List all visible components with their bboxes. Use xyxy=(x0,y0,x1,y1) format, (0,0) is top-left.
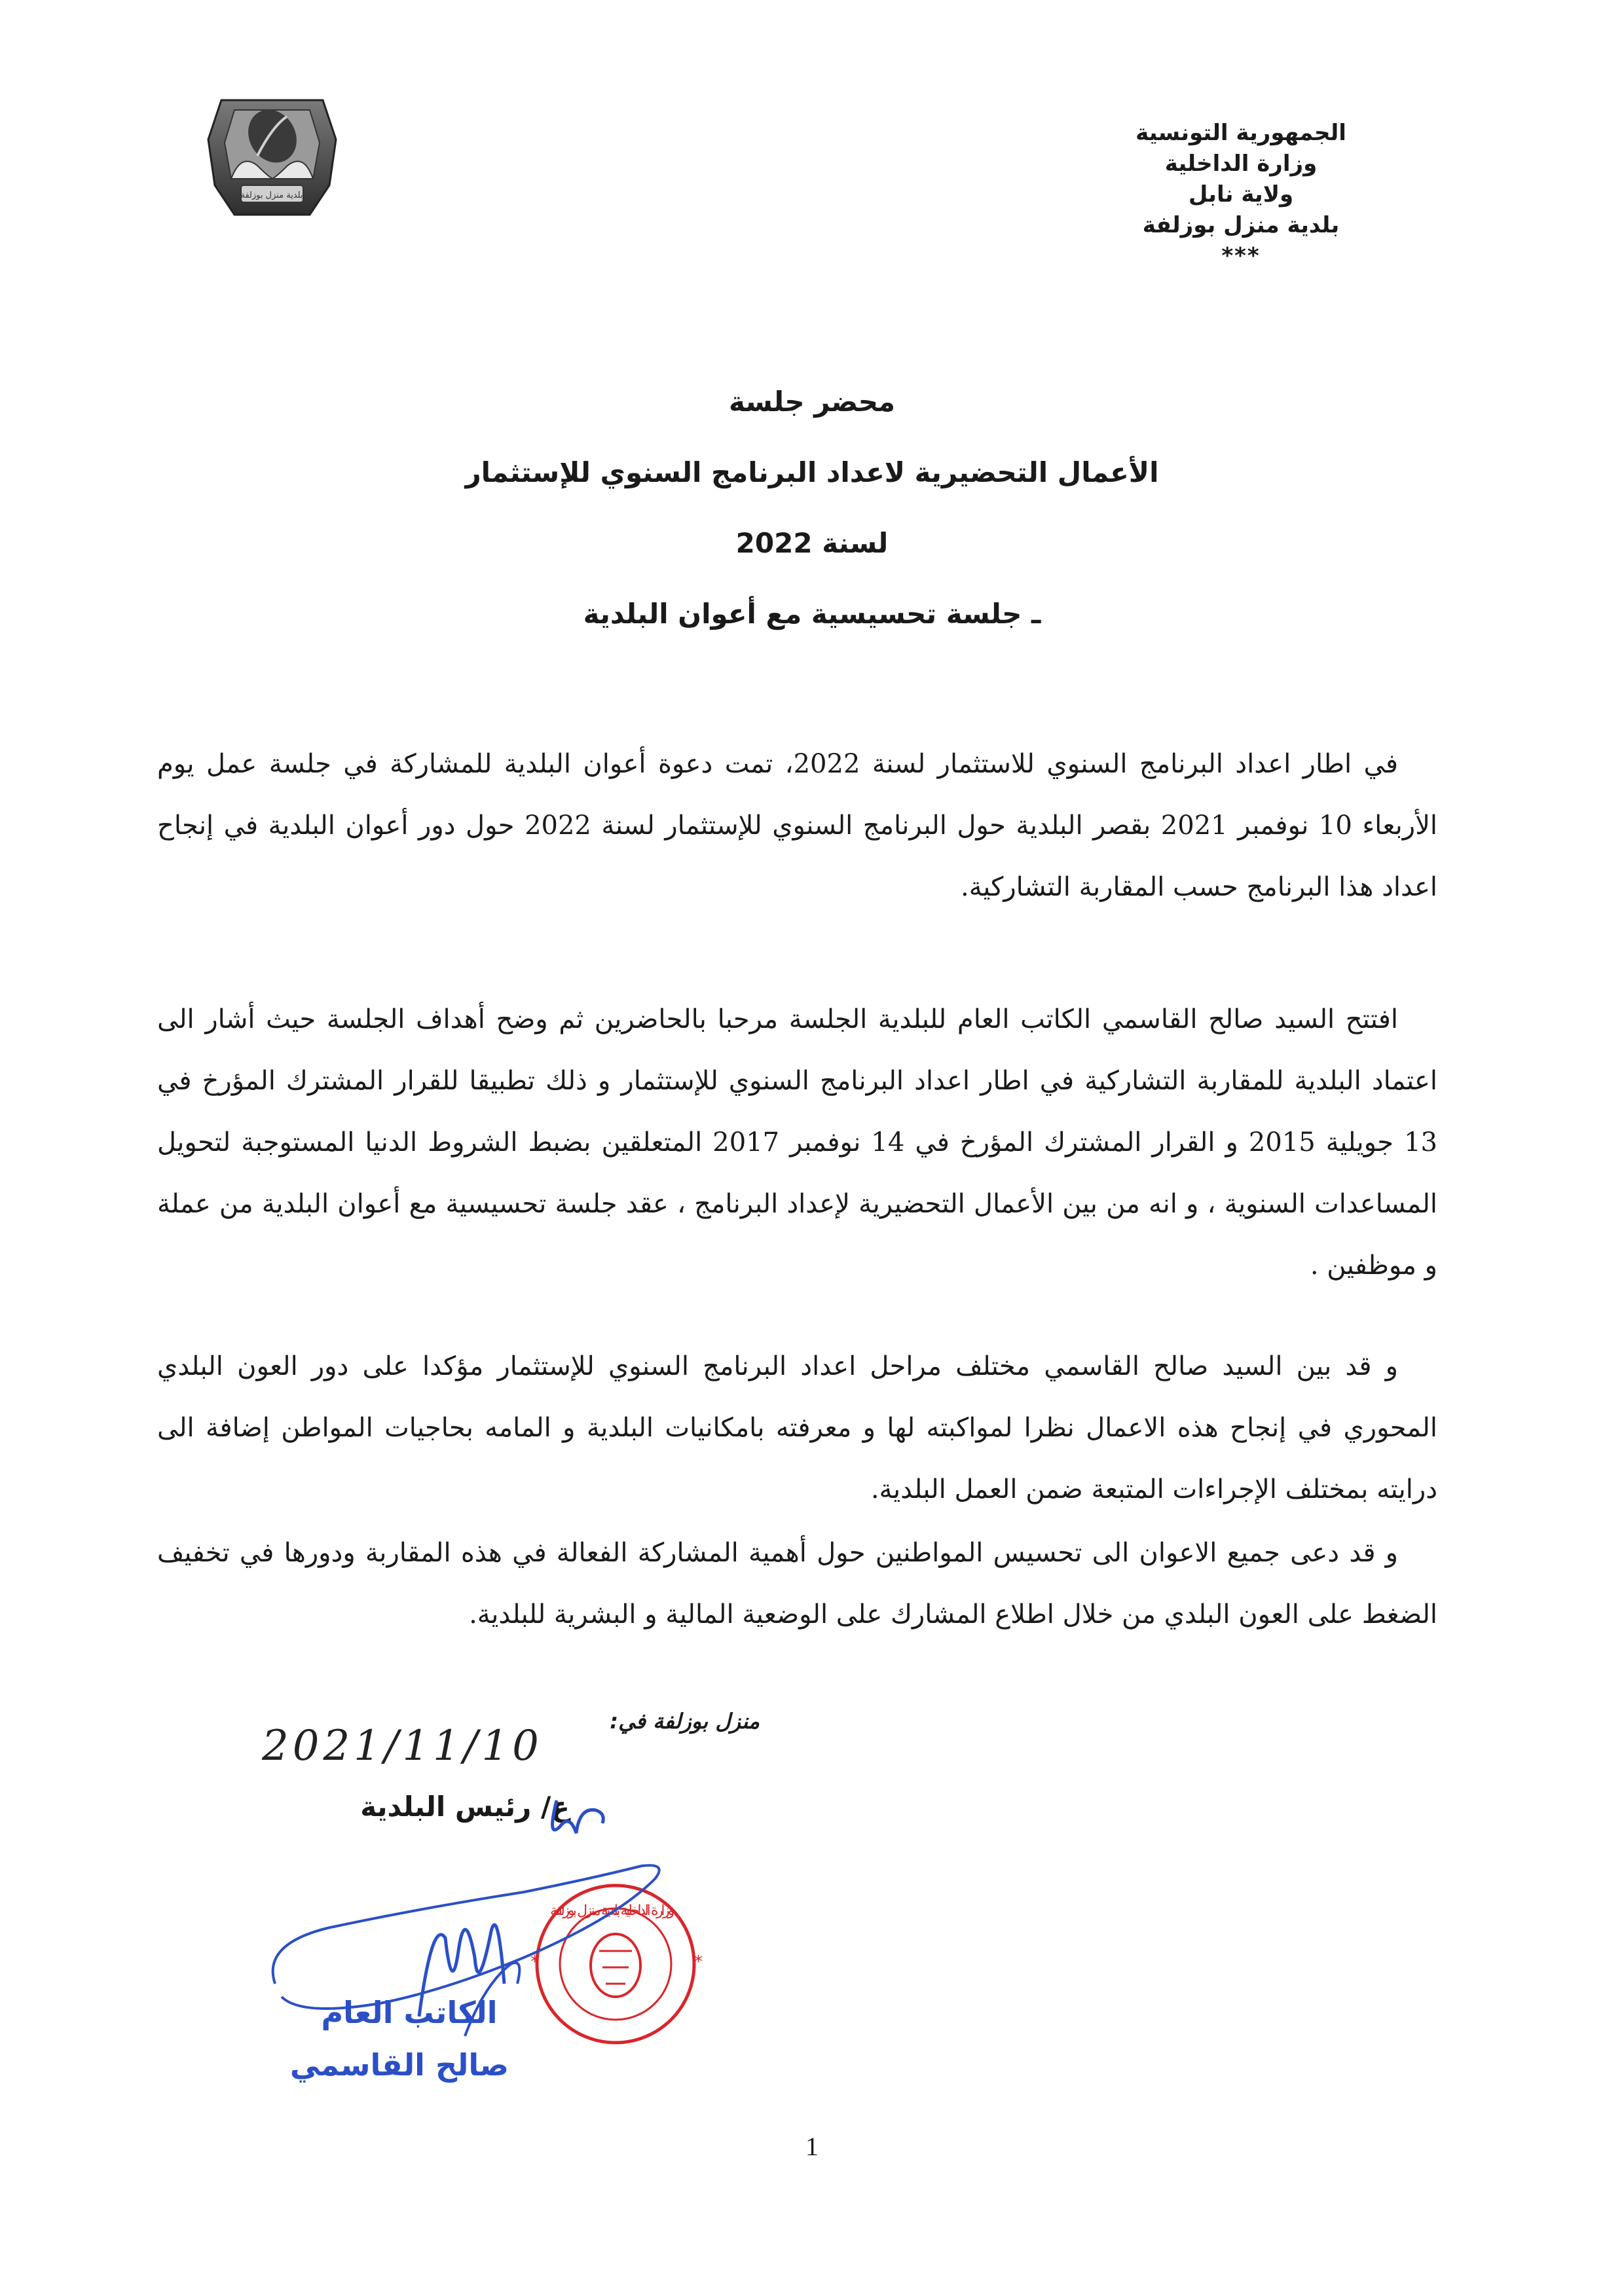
header-country: الجمهورية التونسية xyxy=(1135,120,1346,146)
paragraph-text: في اطار اعداد البرنامج السنوي للاستثمار لسنة 2022، تمت دعوة أعوان البلدية للمشاركة في جلسة عمل يوم الأربعاء 10 نوفمبر 2021 بقصر البلدية حول البرنامج السنوي للإستثمار لسنة 2022 حول دور أعوان البلدية في إنجاح اعداد هذا البرنامج حسب المقاربة التشاركية. xyxy=(157,749,1438,902)
mayor-title: ع/ رئيس البلدية xyxy=(360,1791,570,1823)
stamp-name: صالح القاسمي xyxy=(289,2047,509,2083)
initials-mark xyxy=(553,1800,604,1833)
title-line-year: لسنة 2022 xyxy=(735,527,889,559)
signature-area xyxy=(249,1787,773,2154)
header-ministry: وزارة الداخلية xyxy=(1164,151,1318,177)
handwritten-date: 2021/11/10 xyxy=(262,1722,543,1770)
header-governorate: ولاية نابل xyxy=(1188,181,1294,208)
title-line-session: ـ جلسة تحسيسية مع أعوان البلدية xyxy=(583,598,1041,630)
header-municipality: بلدية منزل بوزلفة xyxy=(1142,212,1340,238)
svg-text:*: * xyxy=(694,1952,703,1972)
document-header xyxy=(1090,118,1392,272)
municipality-logo-icon xyxy=(195,81,349,231)
paragraph-text: افتتح السيد صالح القاسمي الكاتب العام للبلدية الجلسة مرحبا بالحاضرين ثم وضح أهداف الجلسة حيث أشار الى اعتماد البلدية للمقاربة التشاركية في اطار اعداد البرنامج السنوي للإستثمار و ذلك تطبيقا للقرار المشترك المؤرخ في 13 جويلية 2015 و القرار المشترك المؤرخ في 14 نوفمبر 2017 المتعلقين بضبط الشروط الدنيا المستوجبة لتحويل المساعدات السنوية ، و انه من بين الأعمال التحضيرية لإعداد البرنامج ، عقد جلسة تحسيسية مع أعوان البلدية من عملة و موظفين . xyxy=(157,1004,1437,1281)
svg-text:*: * xyxy=(530,1952,539,1972)
paragraph-text: و قد بين السيد صالح القاسمي مختلف مراحل اعداد البرنامج السنوي للإستثمار مؤكدا على دور العون البلدي المحوري في إنجاح هذه الاعمال نظرا لمواكبته لها و معرفته بامكانيات البلدية و المامه بحاجيات المواطن إضافة الى درايته بمختلف الإجراءات المتبعة ضمن العمل البلدية. xyxy=(157,1351,1437,1504)
body-paragraph-4 xyxy=(157,1522,1437,1645)
seal-text: وزارة الداخلية بلدية منزل بوزلفة xyxy=(550,1903,674,1919)
page-number: 1 xyxy=(805,2132,819,2161)
location-label: منزل بوزلفة في: xyxy=(610,1709,760,1734)
body-paragraph-1 xyxy=(157,733,1437,918)
header-separator: *** xyxy=(1221,243,1261,269)
stamp-secretary-general: الكاتب العام xyxy=(321,1995,498,2030)
paragraph-text: و قد دعى جميع الاعوان الى تحسيس المواطنين حول أهمية المشاركة الفعالة في هذه المقاربة ودورها في تخفيف الضغط على العون البلدي من خلال اطلاع المشارك على الوضعية المالية و البشرية للبلدية. xyxy=(157,1538,1437,1630)
body-paragraph-2 xyxy=(157,989,1437,1296)
title-line-minutes: محضر جلسة xyxy=(728,386,896,418)
title-line-subject: الأعمال التحضيرية لاعداد البرنامج السنوي للإستثمار xyxy=(465,456,1159,488)
body-paragraph-3 xyxy=(157,1336,1437,1520)
document-title xyxy=(0,367,1624,649)
logo-caption: بلدية منزل بوزلفة xyxy=(240,191,303,200)
